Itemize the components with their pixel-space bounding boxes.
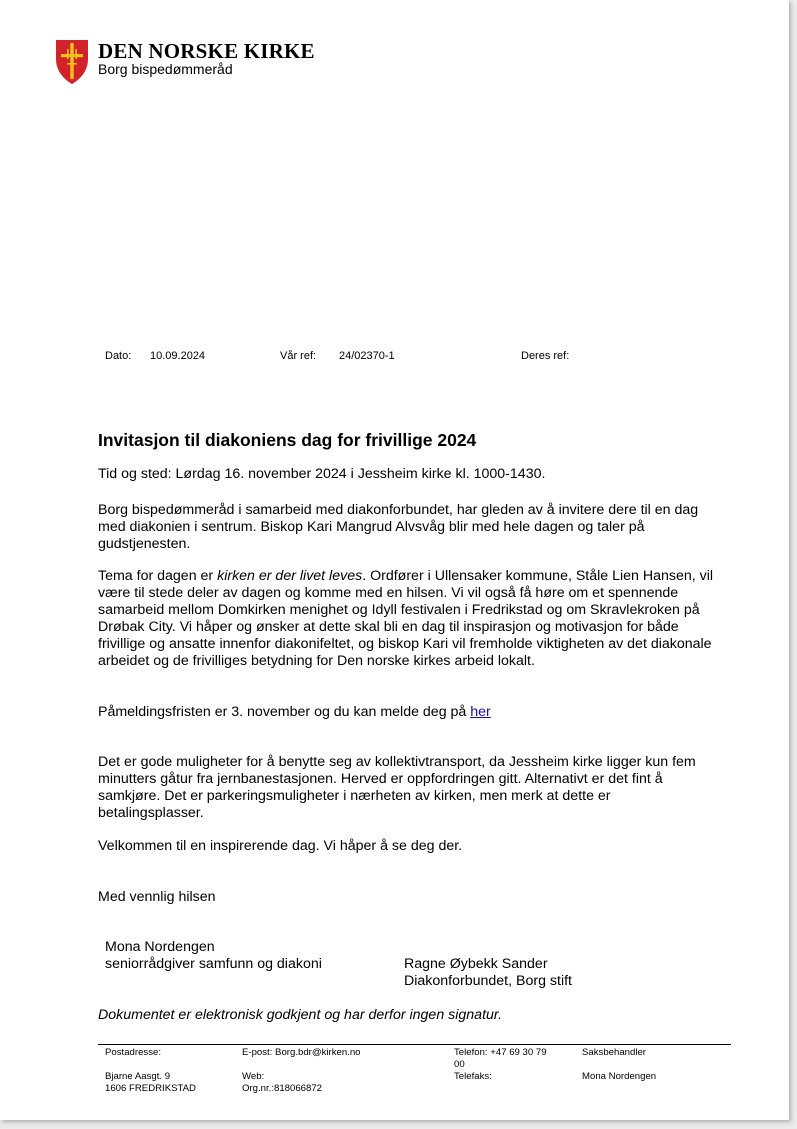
transport-paragraph: Det er gode muligheter for å benytte seg av kollektivtransport, da Jessheim kirke ligger kun fem minutters gåtur fra jernbanestasjonen. Herved er oppfordringen gitt. Alternativt er det fint å samkjøre. Det er parkeringsmuligheter i nærheten av kirken, men merk at dette er betalingsplasser.	[98, 754, 696, 821]
welcome-paragraph: Velkommen til en inspirerende dag. Vi håper å se deg der.	[98, 838, 463, 854]
signer-2-title: Diakonforbundet, Borg stift	[404, 973, 572, 989]
footer-address-line1: Bjarne Aasgt. 9	[105, 1071, 171, 1082]
date-value: 10.09.2024	[150, 350, 206, 362]
footer-address-line2: 1606 FREDRIKSTAD	[105, 1083, 196, 1094]
intro-paragraph: Borg bispedømmeråd i samarbeid med diakonforbundet, har gleden av å invitere dere til en dag med diakonien i sentrum. Biskop Kari Mangrud Alvsvåg blir med hele dagen og taler på gudstjenesten.	[98, 502, 699, 552]
footer-email: E-post: Borg.bdr@kirken.no	[242, 1047, 361, 1058]
org-name: DEN NORSKE KIRKE	[98, 39, 315, 63]
registration-link[interactable]: her	[470, 704, 491, 720]
signer-2-name: Ragne Øybekk Sander	[404, 956, 548, 972]
your-ref-label: Deres ref:	[521, 350, 570, 362]
church-shield-cross-icon	[55, 39, 89, 85]
footer-caseworker-name: Mona Nordengen	[582, 1071, 657, 1082]
letter-title: Invitasjon til diakoniens dag for frivillige 2024	[98, 430, 477, 450]
footer-org-number: Org.nr.:818066872	[242, 1083, 323, 1094]
time-place-paragraph: Tid og sted: Lørdag 16. november 2024 i Jessheim kirke kl. 1000-1430.	[98, 466, 546, 482]
electronic-approval-note: Dokumentet er elektronisk godkjent og har derfor ingen signatur.	[98, 1007, 503, 1023]
signer-1-name: Mona Nordengen	[105, 939, 215, 955]
org-subtitle: Borg bispedømmeråd	[98, 61, 233, 77]
signer-1-title: seniorrådgiver samfunn og diakoni	[105, 956, 322, 972]
footer-phone-line1: Telefon: +47 69 30 79	[454, 1047, 547, 1058]
theme-text-rest: . Ordfører i Ullensaker kommune, Ståle Lien Hansen, vil være til stede deler av dagen og komme med en hilsen. Vi vil også få høre om et spennende samarbeid mellom Domkirken menighet og Idyll festivalen i Fredrikstad og om Skravlekroken på Drøbak City. Vi håper og ønsker at dette skal bli en dag til inspirasjon og motivasjon for både frivillige og ansatte innenfor diakonifeltet, og biskop Kari vil fremholde viktigheten av det diakonale arbeidet og de frivilliges betydning for Den norske kirkes arbeid lokalt.	[98, 568, 714, 669]
footer-fax: Telefaks:	[454, 1071, 492, 1082]
footer-phone-line2: 00	[454, 1059, 465, 1070]
date-label: Dato:	[105, 350, 132, 362]
theme-emphasis: kirken er der livet leves	[217, 568, 363, 584]
registration-text: Påmeldingsfristen er 3. november og du kan melde deg på	[98, 704, 471, 720]
closing-greeting: Med vennlig hilsen	[98, 889, 216, 905]
footer-web: Web:	[242, 1071, 265, 1082]
footer-postal-label: Postadresse:	[105, 1047, 161, 1058]
footer-divider	[98, 1044, 731, 1045]
registration-paragraph	[98, 704, 718, 721]
footer-caseworker-label: Saksbehandler	[582, 1047, 647, 1058]
our-ref-label: Vår ref:	[280, 350, 317, 362]
our-ref-value: 24/02370-1	[339, 350, 395, 362]
theme-text-start: Tema for dagen er	[98, 568, 218, 584]
theme-paragraph	[98, 568, 718, 670]
